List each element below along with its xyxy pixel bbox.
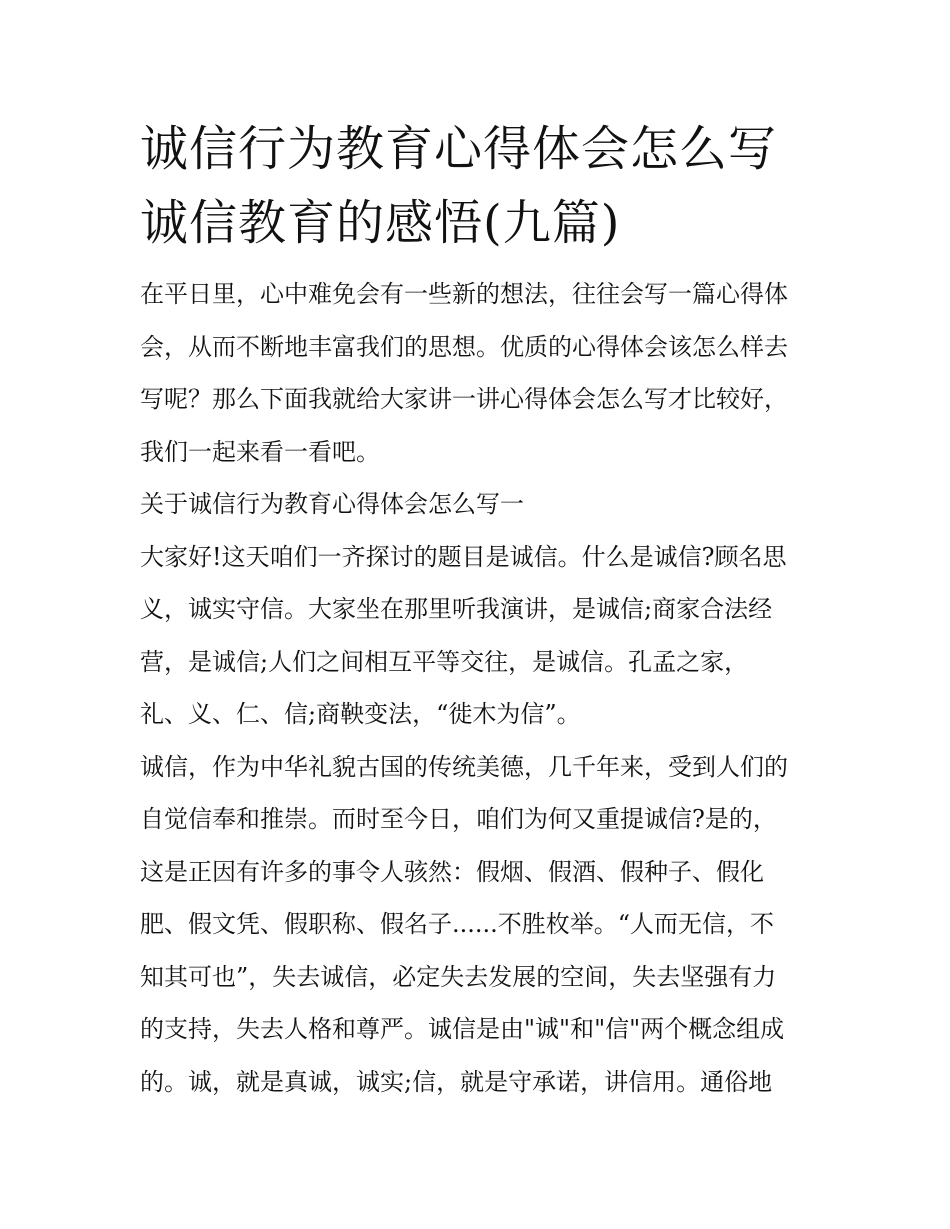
text-line: 的支持，失去人格和尊严。诚信是由"诚"和"信"两个概念组成 bbox=[140, 1015, 785, 1043]
text-line: 的。诚，就是真诚，诚实;信，就是守承诺，讲信用。通俗地 bbox=[140, 1067, 773, 1096]
text-line: 我们一起来看一看吧。 bbox=[140, 437, 380, 466]
text-line: 这是正因有许多的事令人骇然：假烟、假酒、假种子、假化 bbox=[140, 857, 764, 886]
text-line: 营，是诚信;人们之间相互平等交往，是诚信。孔孟之家， bbox=[140, 647, 749, 676]
section-heading bbox=[140, 478, 816, 531]
text-line: 知其可也”，失去诚信，必定失去发展的空间，失去坚强有力 bbox=[140, 962, 777, 991]
text-line: 自觉信奉和推崇。而时至今日，咱们为何又重提诚信?是的， bbox=[140, 805, 777, 833]
title-line-2: 诚信教育的感悟(九篇) bbox=[140, 195, 621, 251]
title-line-1: 诚信行为教育心得体会怎么写 bbox=[140, 121, 778, 177]
document-page bbox=[140, 112, 816, 1108]
body-paragraph bbox=[140, 531, 816, 741]
text-line: 大家好!这天咱们一齐探讨的题目是诚信。什么是诚信?顾名思 bbox=[140, 542, 787, 571]
text-line: 义，诚实守信。大家坐在那里听我演讲，是诚信;商家合法经 bbox=[140, 595, 773, 623]
intro-paragraph bbox=[140, 268, 816, 478]
text-line: 在平日里，心中难免会有一些新的想法，往往会写一篇心得体 bbox=[140, 280, 788, 308]
document-title bbox=[140, 112, 816, 260]
text-line: 诚信，作为中华礼貌古国的传统美德，几千年来，受到人们的 bbox=[140, 752, 788, 781]
text-line: 肥、假文凭、假职称、假名子......不胜枚举。“人而无信，不 bbox=[140, 910, 775, 938]
text-line: 会，从而不断地丰富我们的思想。优质的心得体会该怎么样去 bbox=[140, 332, 788, 361]
text-line: 写呢？那么下面我就给大家讲一讲心得体会怎么写才比较好， bbox=[140, 385, 788, 413]
text-line: 礼、义、仁、信;商鞅变法，“徙木为信”。 bbox=[140, 700, 581, 728]
body-paragraph bbox=[140, 741, 816, 1109]
text-line: 关于诚信行为教育心得体会怎么写一 bbox=[140, 490, 524, 518]
